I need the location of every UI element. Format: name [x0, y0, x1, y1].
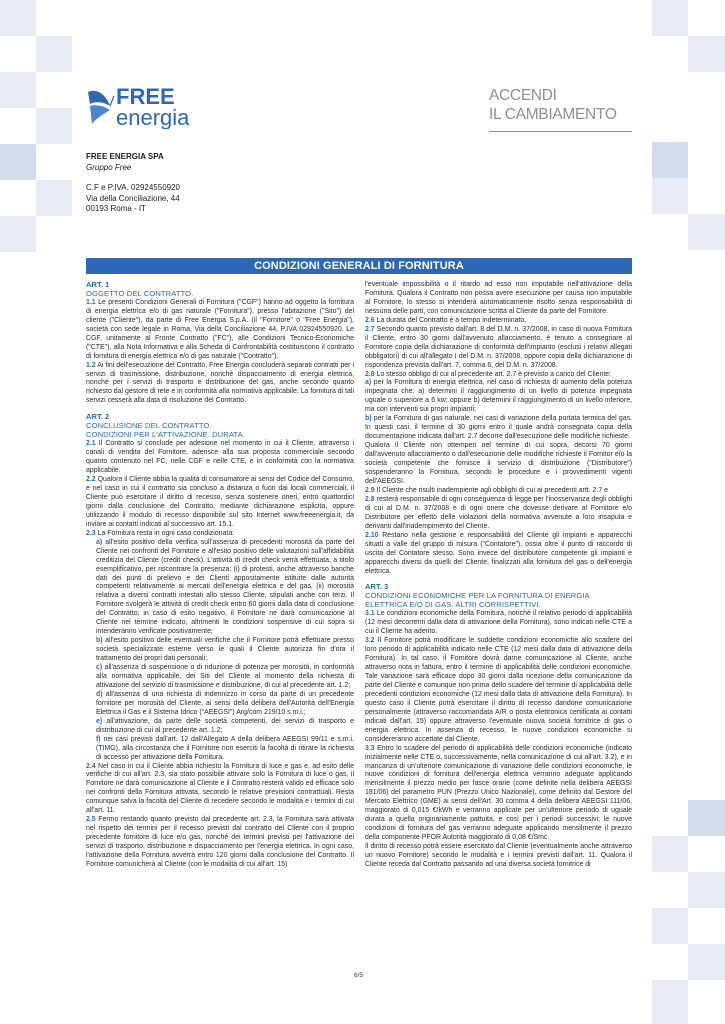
paragraph: 2.1 Il Contratto si conclude per adesione nel momento in cui il Cliente, attraverso i canali di vendita del Fornitore, aderisce alla sua proposta commerciale secondo quanto contenuto nel FC, nelle CGF e nelle CTE, e in conformità con la normativa applicabile. — [86, 440, 354, 475]
paragraph: 3.3 Entro lo scadere del periodo di applicabilità delle condizioni economiche (indicato inizialmente nelle CTE o, successivamente, nella comunicazione di cui all'art. 3.2), e in mancanza di un'ulteriore comunicazione di variazione delle condizioni economiche, le nuove condizioni di fornitura dell'energia elettrica verranno adeguate applicando mensilmente il prezzo medio per fasce orarie (come definite nella delibera AEEGSI 181/06) del parametro PUN (Prezzo Unico Nazionale), come definito dal Gestore del Mercato Elettrico (GME) ai sensi dell'Art. 30 comma 4 della delibera AEEGSI 111/06, maggiorato di 0,015 €/kWh e verranno applicate per un'ulteriore periodo di uguale durata a quella originariamente pattuita, e così per i periodi successivi; le nuove condizioni di fornitura del gas verranno adeguate applicando mensilmente il prezzo della componente PFOR Autorità maggiorato di 0,08 €/Smc. — [365, 744, 632, 842]
decor-square — [688, 214, 725, 250]
company-name: FREE ENERGIA SPA — [86, 152, 164, 161]
logo-word-free: FREE — [116, 84, 175, 109]
list-item: c) all'assenza di sospensione o di riduzione di potenza per morosità, in conformità alla normativa applicabile, dei Siti del Cliente al momento della richiesta di attivazione del servizio di trasmissione e distribuzione, di cui al precedente art. 1.2; — [96, 664, 354, 689]
decor-square — [688, 872, 725, 908]
paragraph: 2.8 resterà responsabile di ogni conseguenza di legge per l'inosservanza degli obblighi di cui al D.M. n. 37/2008 e di ogni onere che dovesse derivare al Fornitore e/o Distributore per effetto delle violazioni della normativa avvenute a loro insaputa e derivanti dall'inadempimento del Cliente. — [365, 495, 632, 530]
decor-square — [0, 0, 36, 36]
decor-square — [652, 908, 688, 944]
article-heading: ART. 3 — [365, 582, 389, 592]
paragraph: 2.2 Qualora il Cliente abbia la qualità di consumatore ai sensi del Codice del Consumo, e nel caso in cui il contratto sia concluso a distanza o fuori dai locali commerciali, il Cliente può esercitare il diritto di recesso, senza sostenere oneri, entro quattordici giorni dalla conclusione del Contratto, mediante dichiarazione esplicita, oppure utilizzando il modulo di recesso disponibile sul sito Internet www.freeenergia.it, da inviare ai contatti indicati al successivo art. 15.1. — [86, 476, 354, 528]
article-title: CONDIZIONI ECONOMICHE PER LA FORNITURA DI ENERGIA — [365, 591, 590, 601]
decor-square — [36, 108, 72, 144]
paragraph: 2.10 Restano nella gestione e responsabilità del Cliente gli impianti e apparecchi situati a valle del gruppo di misura ("Contatore"), ossia oltre il punto di raccordo di uscita del Contatore stesso. Sono invece del distributore competente gli impianti e apparecchi diversi da quelli del Cliente, finalizzati alla fornitura del gas o dell'energia elettrica. — [365, 531, 632, 575]
paragraph: 2.3 La Fornitura resta in ogni caso condizionata: — [86, 529, 235, 537]
list-item: e) all'attivazione, da parte delle società competenti, dei servizi di trasporto e distribuzione di cui al precedente art. 1.2; — [96, 717, 354, 734]
article-heading: ART. 1 — [86, 280, 110, 289]
list-item: f) nei casi previsti dall'art. 12 dall'Allegato A della delibera AEEGSI 99/11 e s.m.i. (TIMG), alla circostanza che il Fornitore non eserciti la facoltà di ritirare la richiesta di accesso per attivazione della Fornitura. — [96, 735, 354, 761]
decor-square — [688, 944, 725, 980]
paragraph: Qualora il Cliente non ottemperi nel termine di cui sopra, decorsi 70 giorni dall'avvenuto allacciamento o dall'esecuzione delle modifiche richieste il Fornitor e/o la società competente che fornisce il servizio di distribuzione ("Distributore") sospenderanno la Fornitura, secondo le procedure e i provvedimenti vigenti dell'AEEGSI. — [365, 442, 632, 485]
paragraph: 1.1 Le presenti Condizioni Generali di Fornitura ("CGF") hanno ad oggetto la fornitura di energia elettrica e/o di gas naturale ("Fornitura"), presso l'abitazione ("Sito") del cliente ("Cliente"), da parte di Free Energia S.p.A. (il "Fornitore" o "Free Energia"), società con sede legale in Roma, Via della Conciliazione 44, P.IVA 02924550920. Le CGF, unitamente al Fronte Contratto ("FC"), alle Condizioni Tecnico-Economiche ("CTE"), alla Nota Informativa e alla Scheda di Confrontabilità costituiscono il contratto di fornitura di energia elettrica e/o di gas naturale ("Contratto"). — [86, 298, 354, 360]
decor-square — [0, 144, 36, 180]
decor-square — [652, 0, 688, 36]
tagline-line-2: IL CAMBIAMENTO — [489, 106, 617, 123]
article-title: CONDIZIONI PER L'ATTIVAZIONE. DURATA. — [86, 430, 246, 440]
left-column — [86, 281, 354, 870]
decor-square — [652, 178, 688, 214]
paragraph: 2.6 La durata del Contratto è a tempo indeterminato. — [365, 316, 527, 324]
paragraph: 2.4 Nel caso in cui il Cliente abbia richiesto la Fornitura di luce e gas e, ad esito delle verifiche di cui all'art. 2.3, sia stato possibile attivare solo la Fornitura di luce o gas, il Fornitore ne darà comunicazione al Cliente e il Contratto resterà valido ed efficace solo nei confronti della Fornitura attivata, secondo le relative previsioni contrattuali. Resta comunque salva la facoltà del Cliente di recedere secondo le modalità e i termini di cui all'art. 11. — [86, 762, 354, 815]
decor-square — [0, 216, 36, 252]
company-info — [86, 152, 180, 215]
paragraph: 2.8 Lo stesso obbligo di cui al precedente art. 2.7 è previsto a carico del Cliente: — [365, 370, 612, 378]
decor-square — [652, 836, 688, 872]
logo-word-energia: energia — [116, 105, 190, 129]
list-item: a) all'esito positivo della verifica sull'assenza di precedenti morosità da parte del Cliente nei confronti del Fornitore e all'esito positivo delle valutazioni sull'affidabilità creditizia del Cliente (credit check). L'attività di credit check verrà effettuata, a titolo esemplificativo, per riscontrare la presenza: (i) di protesti, anche attraverso banche dati dei punti di prelievo e dei Clienti appositamente istituite dalle autorità competenti relativamente ai mercati dell'energia elettrica e del gas, (ii) morosità relativa a diversi contratti intestati allo stesso Cliente, stipulati anche con terzi. Il Fornitore svolgerà le attività di credit check entro 60 giorni dalla data di conclusione del Contratto; in caso di esito negativo, il Fornitore ne darà comunicazione al Cliente nel termine indicato, altrimenti le condizioni sospensive di cui sopra si intenderanno verificate positivamente; — [96, 538, 354, 636]
paragraph: l'eventuale impossibilità o il ritardo ad esso non imputabile nell'attivazione della Fornitura. Qualora il Contratto non possa avere esecuzione per causa non imputabile al Fornitore, lo stesso si intenderà automaticamente risolto senza responsabilità di nessuna delle parti, con comunicazione scritta al Cliente da parte del Fornitore. — [365, 281, 632, 315]
document-title: CONDIZIONI GENERALI DI FORNITURA — [254, 260, 464, 272]
paragraph: 2.5 Fermo restando quanto previsto dal precedente art. 2.3, la Fornitura sarà attivata nel rispetto dei termini per il recesso previsti dal contratto del Cliente con il proprio precedente fornitore di luce e/o gas, nonché dei termini previsti per l'attivazione dei servizi di trasporto, distribuzione e dispacciamento per l'energia elettrica. In ogni caso, l'attivazione della Fornitura avverrà entro 120 giorni dalla conclusione del Contratto. Il Fornitore comunicherà al Cliente (con le modalità di cui all'art. 15) — [86, 816, 354, 868]
list-item: b) all'esito positivo delle eventuali verifiche che il Fornitore potrà effettuare presso società specializzate esterne verso le quali il Cliente autorizza fin d'ora il trattamento dei propri dati personali; — [96, 637, 354, 663]
paragraph: 3.1 Le condizioni economiche della Fornitura, nonché il relativo periodo di applicabilità (12 mesi decorrenti dalla data di attivazione della Fornitura), sono indicati nelle CTE a cui il Cliente ha aderito. — [365, 610, 632, 636]
article-title: OGGETTO DEL CONTRATTO. — [86, 288, 194, 298]
butterfly-icon — [88, 91, 114, 124]
decor-square — [688, 36, 725, 72]
paragraph: 1.2 Ai fini dell'esecuzione del Contratto, Free Energia concluderà separati contratti per i servizi di trasmissione, distribuzione, nonché dispacciamento di energia elettrica, nonché per i servizi di trasporto e distribuzione del gas, anche secondo quanto richiesto dal gestore di rete e in conformità alla normativa applicabile. La fornitura di tali servizi cesserà alla data di risoluzione del Contratto. — [86, 361, 354, 405]
tagline-divider — [489, 131, 632, 132]
company-vat: C.F e P.IVA. 02924550920 — [86, 183, 180, 192]
decor-square — [36, 36, 72, 72]
decor-square — [652, 980, 688, 1024]
article-title: CONCLUSIONE DEL CONTRATTO. — [86, 421, 212, 431]
paragraph: Il diritto di recesso potrà essere esercitato dal Cliente (eventualmente anche attraverso un nuovo Fornitore) secondo le modalità e i termini previsti dall'art. 11. Qualora il Cliente receda dal Contratto passando ad una diversa società fornitrice di — [365, 843, 632, 868]
tagline — [489, 86, 617, 124]
list-item: d) all'assenza di una richiesta di indennizzo in corso da parte di un precedente fornitore per morosità del Cliente, ai sensi della delibera dell'Autorità dell'Energia Elettrica il Gas e il Sistema Idrico ("AEEGSI") Arg/com 219/10 s.m.i.; — [96, 690, 354, 716]
article-heading: ART. 2 — [86, 412, 110, 422]
decor-square — [36, 180, 72, 216]
tagline-line-1: ACCENDI — [489, 87, 557, 104]
free-energia-logo — [86, 84, 216, 129]
decor-square — [652, 142, 688, 178]
page-number: 6/5 — [354, 972, 364, 979]
decor-square — [688, 800, 725, 836]
paragraph: 2.7 Secondo quanto previsto dall'art. 8 del D.M. n. 37/2008, in caso di nuova Fornitura il Cliente, entro 30 giorni dall'avvenuto allacciamento, è tenuto a consegnare al Fornitore copia della dichiarazione di conformità dell'impianto (esclusi i relativi allegati obbligatori) di cui all'allegato I del D.M. n. 37/2008, oppure copia della dichiarazione di rispondenza prevista dall'art. 7, comma 6, del D.M. n. 37/2008. — [365, 325, 632, 369]
paragraph: 2.9 Il Cliente che risulti inadempiente agli obblighi di cui ai precedenti artt. 2.7 e — [365, 486, 608, 494]
right-column — [365, 281, 632, 870]
company-city: 00193 Roma - IT — [86, 204, 147, 213]
article-title: ELETTRICA E/O DI GAS. ALTRI CORRISPETTIVI. — [365, 600, 541, 610]
company-street: Via della Conciliazione, 44 — [86, 193, 180, 203]
paragraph: 3.2 Il Fornitore potrà modificare le suddette condizioni economiche allo scadere del loro periodo di applicabilità indicato nelle CTE (12 mesi dalla data di attivazione della Fornitura). In tal caso, il Fornitore dovrà darne comunicazione al Cliente, anche attraverso nota in fattura, entro il termine di applicabilità delle condizioni economiche. Tale variazione sarà efficace dopo 30 giorni dalla ricezione della comunicazione da parte del Cliente e comunque non prima dello scadere del termine di applicabilità delle precedenti condizioni economiche (12 mesi dalla data di attivazione della Fornitura). In questo caso il Cliente potrà esercitare il diritto di recesso dandone comunicazione personalmente (attraverso raccomandata A/R o posta elettronica certificata ai contatti indicati dall'art. 15) oppure attraverso l'eventuale nuova società fornitrice di gas o energia elettrica. In assenza di recesso, le nuove condizioni economiche si considereranno accettate dal Cliente. — [365, 637, 632, 743]
company-group: Gruppo Free — [86, 162, 132, 172]
decor-square — [0, 72, 36, 108]
list-item: b) per la Fornitura di gas naturale, nei casi di variazione della portata termica del gas. In questi casi, il termine di 30 giorni entro il quale andrà consegnata copia della documentazione indicata dall'art. 2.7 decorre dall'esecuzione delle modifiche richieste. — [365, 415, 632, 441]
list-item: a) per la Fornitura di energia elettrica, nel caso di richiesta di aumento della potenza impegnata che: a) determini il raggiungimento di un livello di potenza impegnata uguale o superiore a 6 kw; oppure b) determini il raggiungimento di un livello inferiore, ma con interventi sui propri impianti; — [365, 379, 632, 414]
